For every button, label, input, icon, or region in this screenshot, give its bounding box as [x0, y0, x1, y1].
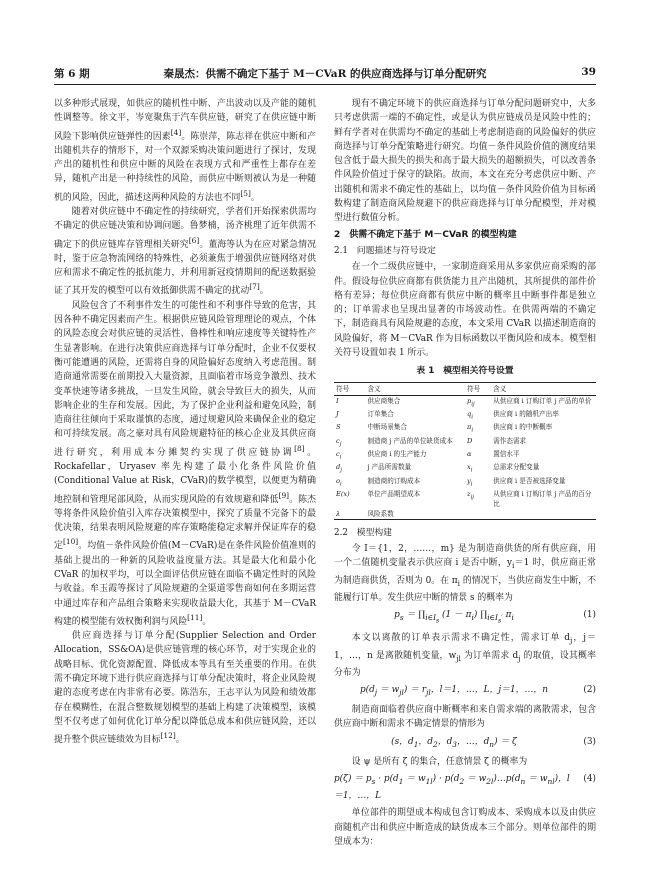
- right-column: [334, 97, 596, 849]
- subsection-heading: 2.1 问题描述与符号设定: [334, 245, 436, 256]
- table-cell: $d_j$: [336, 463, 342, 474]
- table-cell: 从供应商 i 订购订单 j 产品的百分比: [493, 489, 592, 508]
- equation-number: (1): [583, 609, 596, 620]
- table-row: [334, 476, 596, 489]
- column-header: 符号: [465, 382, 491, 395]
- table-cell: 订单集合: [367, 409, 394, 418]
- paragraph: 以多种形式展现，如供应的随机性中断、产出波动以及产能的随机性调整等。徐文平，岑宽聚焦于汽车供应链，研究了在供应链中断风险下影响供应链弹性的因素[4]。陈崇萍，陈志祥在供应中断和产出随机共存的情形下，对一个双源采购决策问题进行了探讨，发现产出的随机性和供应中断的风险在表现方式和严重性上都存在差异，随机产出是一种持续性的风险，而供应中断则被认为是一种随机的风险，因此，描述这两种风险的方法也不同[5]。: [54, 99, 317, 203]
- page-number: 39: [581, 66, 596, 78]
- table-cell: j 产品所需数量: [367, 463, 412, 472]
- paragraph: 供应商选择与订单分配(Supplier Selection and Order Allocation，SS&OA)是供应链管理的核心环节，对于实现企业的战略目标、优化资源配置、降低成本等具有至关重要的作用。在供需不确定环境下进行供应商选择与订单分配决策时，将企业风险规避的态度考虑在内非常有必要。陈浩东，王志平认为风险和绩效都存在模糊性，在混合整数规划模型的基础上构建了决策模型，该模型不仅考虑了如何优化订单分配以降低总成本和供应链风险，还以提升整个供应链绩效为目标[12]。: [54, 631, 316, 746]
- table-cell: 中断场景集合: [367, 423, 407, 432]
- paragraph: 单位部件的期望成本构成包含订购成本、采购成本以及由供应商随机产出和供应中断造成的缺货成本三个部分。则单位部件的期望成本为：: [334, 808, 596, 847]
- table-cell: 供应商集合: [367, 396, 401, 405]
- equation: [334, 735, 596, 752]
- table-cell: $q_i$: [466, 409, 473, 421]
- table-cell: λ: [334, 509, 365, 520]
- running-header: [54, 66, 596, 84]
- table-row: [334, 509, 596, 520]
- table-cell: $z_{ij}$: [466, 489, 474, 501]
- table-body: [334, 395, 596, 519]
- equation-number: (3): [583, 736, 596, 747]
- equation: [334, 772, 596, 803]
- table-row: [334, 449, 596, 462]
- column-header: 含义: [365, 382, 465, 395]
- paragraph: 风险包含了不利事件发生的可能性和不利事件导致的危害，其因各种不确定因素而产生。根据供应链风险管理理论的观点，个体的风险态度会对供应链的灵活性、鲁棒性和响应速度等关键特性产生显著影响。在进行决策供应商选择与订单分配时，企业不仅要权衡可能遭遇的风险，还需将自身的风险偏好态度纳入考虑范围。制造商通常需要在前期投入大量资源，且面临着市场竞争激烈、技术变革快速等诸多挑战，一旦发生风险，就会导致巨大的损失，从而影响企业的生存和发展。因此，为了保护企业利益和避免风险，制造商往往倾向于采取谨慎的态度，通过规避风险来确保企业的稳定和可持续发展。高之豪对具有风险规避特征的核心企业及其供应商进行研究，利用成本分摊契约实现了供应链协调[8]。Rockafellar，Uryasev 率先构建了最小化条件风险价值(Conditional Value at Risk，CVaR)的数学模型，以便更为精确地控制和管理尾部风险，从而实现风险的有效规避和降低[9]。陈杰等将条件风险价值引入库存决策模型中，探究了质量不完备下的最优决策，结果表明风险规避的库存策略能稳定求解并保证库存的稳定[10]。均值－条件风险价值(M－CVaR)是在条件风险价值准则的基础上提出的一种新的风险收益度量方法。其是最大化和最小化 CVaR 的加权平均，可以全面评估供应链在面临不确定性时的风险与收益。牟玉霞等探讨了风险规避的全渠道零售商如何在多期运营中通过库存和产品组合策略来实现收益最大化，其基于 M－CVaR 构建的模型能有效权衡利润与风险[11]。: [54, 300, 317, 627]
- table-caption: 表 1 模型相关符号设置: [416, 366, 514, 377]
- symbol-table: [334, 382, 596, 520]
- running-title: 秦晟杰：供需不确定下基于 M－CVaR 的供应商选择与订单分配研究: [163, 68, 487, 80]
- equation-number: (4): [583, 773, 596, 784]
- table-cell: 制造商 j 产品的单位缺货成本: [367, 436, 453, 445]
- equation-formula: (s，$d_1$，$d_2$，$d_3$，…，$d_n) = \zeta$: [391, 736, 517, 749]
- column-header: 含义: [491, 382, 596, 395]
- table-cell: 供应商 i 的中断概率: [493, 423, 553, 432]
- table-cell: 总需求分配变量: [493, 463, 540, 472]
- table-cell: 供应商 i 的随机产出率: [493, 409, 559, 418]
- header-rule: [54, 84, 596, 85]
- table-row: [334, 489, 596, 509]
- table-cell: D: [466, 436, 473, 445]
- paragraph: 随着对供应链中不确定性的持续研究，学者们开始探索供需均不确定的供应链决策和协调问题。鲁梦楠，汤齐桃理了近年供需不确定下的供应链库存管理相关研究[6]。董海等认为在应对紧急情况时，鉴于应急物流网络的特殊性，必须兼焦于增强供应链网络对供应和需求不确定性的抵抗能力，并利用新冠疫情期间的配送数据验证了其开发的模型可以有效抵御供需不确定的扰动[7]。: [54, 207, 317, 297]
- table-header-row: [334, 382, 596, 395]
- table-row: [334, 436, 596, 449]
- table-cell: [491, 509, 596, 520]
- equation: [334, 683, 596, 700]
- section-heading: 2 供需不确定下基于 M－CVaR 的模型构建: [334, 229, 517, 240]
- column-header: 符号: [334, 382, 365, 395]
- table-cell: 供应商 i 是否被选择变量: [493, 476, 566, 485]
- table-cell: S: [336, 423, 341, 432]
- table-cell: $c_i$: [336, 449, 342, 461]
- table-cell: $p_{ij}$: [466, 396, 475, 407]
- issue-number: 第 6 期: [54, 68, 90, 80]
- paragraph: 在一个二级供应链中，一家制造商采用从多家供应商采购的部件。假设每位供应商都有供货能力且产出随机，其所提供的部件价格有差异；每位供应商都有供应中断的概率且中断事件都是独立的；订单需求也呈现出显著的市场波动性。在供需两端的不确定下，制造商具有风险规避的态度，本文采用 CVaR 以描述制造商的风险偏好，将 M－CVaR 作为目标函数以平衡风险和成本。模型相关符号设置如表 1 所示。: [334, 262, 596, 359]
- table-cell: $o_i$: [336, 476, 342, 487]
- paragraph: 制造商面临着供应商中断概率和来自需求端的离散需求，包含供应商中断和需求不确定情景的情形为: [334, 704, 596, 730]
- table-cell: E(x): [336, 489, 350, 498]
- equation-formula: $p(d_j = w_{jl}) = r_{jl}$，l＝1，…，L，j＝1，…，n: [359, 684, 549, 697]
- equation-number: (2): [583, 684, 596, 695]
- table-cell: 置信水平: [493, 449, 520, 458]
- left-column: [54, 97, 316, 747]
- table-cell: 供应商 i 的生产能力: [367, 449, 427, 458]
- equation-formula: $p_s$ ＝ $\prod_{i\in I_s}$ $(1 - \pi_i)$ $\prod_{i\in I_s'}$ $\pi_i$: [394, 609, 514, 625]
- table-cell: $y_i$: [466, 476, 473, 487]
- paragraph: 设 ψ 是所有 ζ 的集合，任意情景 ζ 的概率为: [351, 756, 528, 767]
- paragraph: 令 I＝{1，2，……，m} 是为制造商供货的所有供应商，用一个二值随机变量表示供应商 i 是否中断，$y_i=1$ 时，供应商正常为制造商供货，否则为 0。在 $\pi_i$ 的情况下，当供应商发生中断，不能履行订单。发生供应中断的情景 s 的概率为: [334, 544, 597, 603]
- table-row: [334, 462, 596, 475]
- table-cell: $x_i$: [466, 463, 473, 474]
- table-cell: 需作态需求: [493, 436, 527, 445]
- subsection-heading: 2.2 模型构建: [334, 527, 392, 538]
- table-cell: J: [336, 409, 339, 418]
- table-cell: α: [466, 449, 472, 458]
- table-row: [334, 409, 596, 422]
- table-cell: I: [336, 396, 339, 405]
- table-cell: $\pi_i$: [466, 423, 474, 434]
- paragraph: 现有不确定环境下的供应商选择与订单分配问题研究中，大多只考虑供需一端的不确定性，或是认为供应链成员是风险中性的；鲜有学者对在供需均不确定的基础上考虑制造商的风险偏好的供应商选择与订单分配策略进行研究。均值－条件风险价值的测度结果包含低于最大损失的损失和高于最大损失的超额损失，可以改善条件风险价值过于保守的缺陷。故而，本文在充分考虑供应中断、产出随机和需求不确定性的基础上，以均值－条件风险价值为目标函数构建了制造商风险规避下的供应商选择与订单分配模型，并对模型进行数值分析。: [334, 99, 596, 224]
- equation-formula: $p(\zeta) = p_s \cdot p(d_1 = w_{1l}) \cdot p(d_2$ ＝ $w_{2l})\dots p(d_n = w_{nl})$，l＝1，…，L: [334, 773, 570, 802]
- table-cell: $c_j$: [336, 436, 342, 447]
- table-cell: 制造商的订购成本: [367, 476, 421, 485]
- table-cell: 单位产品期望成本: [367, 489, 421, 498]
- table-row: [334, 422, 596, 435]
- table-cell: [465, 509, 491, 520]
- table-cell: 风险系数: [365, 509, 465, 520]
- table-cell: 从供应商 i 订购订单 j 产品的单价: [493, 396, 592, 405]
- table-row: [334, 395, 596, 409]
- paragraph: 本文以离散的订单表示需求不确定性，需求订单 $d_j$，j＝1，…，n 是离散随机变量，$w_{jl}$ 为订单需求 $d_j$ 的取值，设其概率分布为: [334, 633, 596, 678]
- equation: [334, 608, 596, 629]
